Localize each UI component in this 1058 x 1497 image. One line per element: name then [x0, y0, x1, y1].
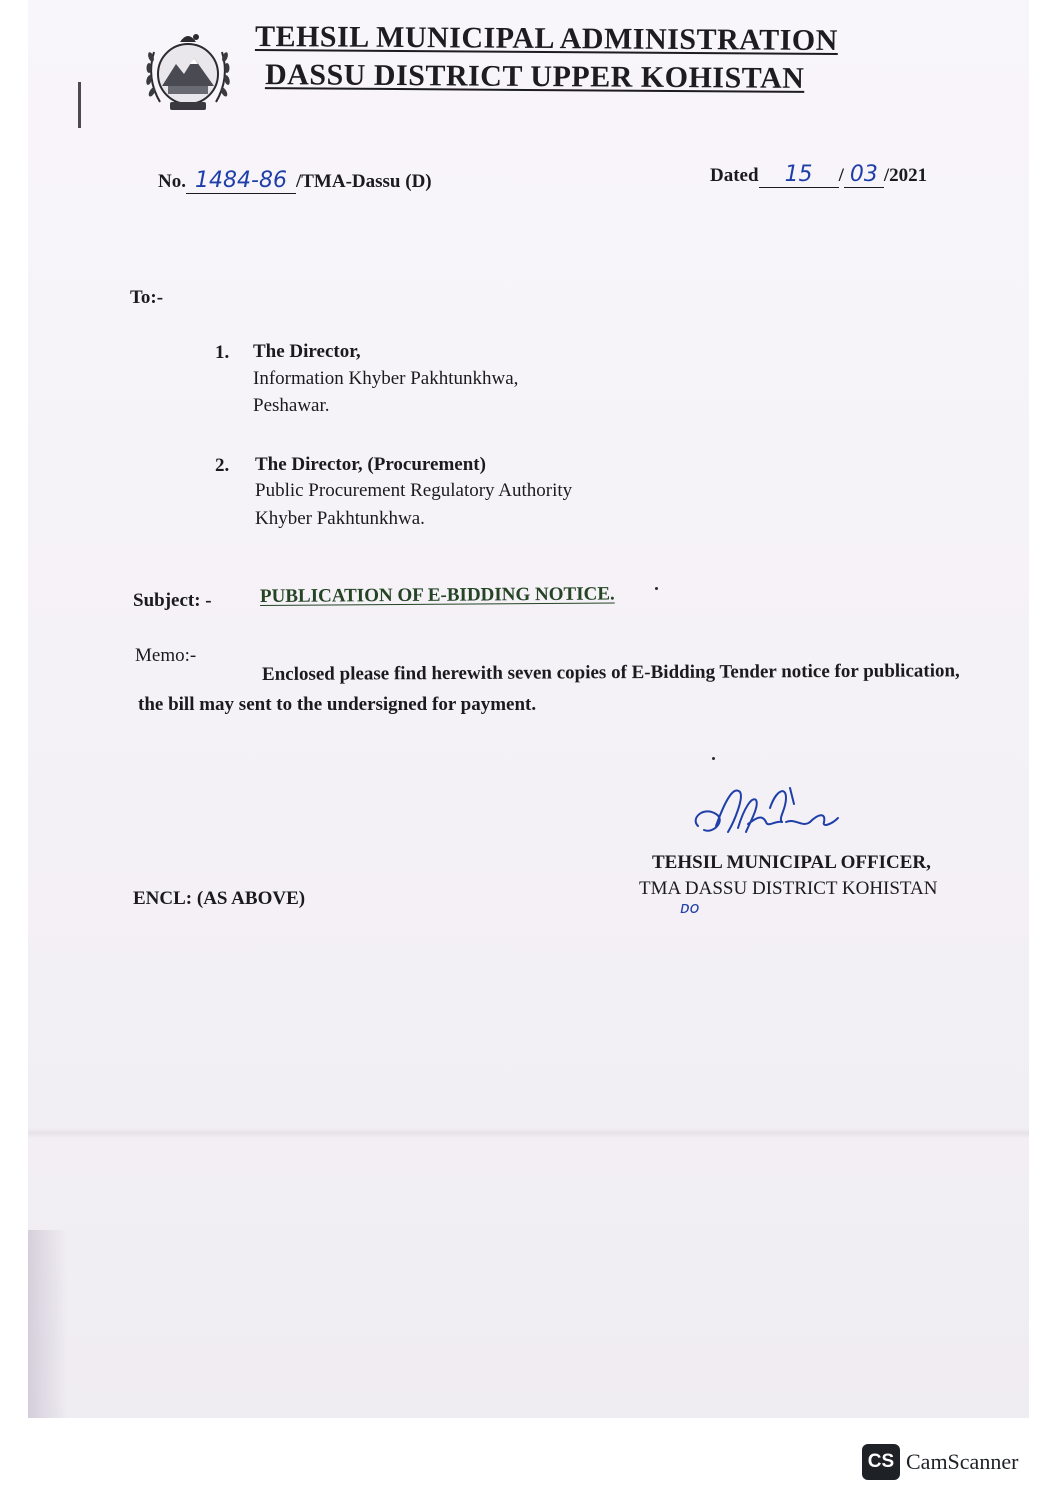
camscanner-logo-icon: CS [862, 1444, 900, 1480]
date-day: 15 [784, 162, 813, 187]
memo-line2: the bill may sent to the undersigned for payment. [138, 694, 537, 715]
recipient-1-number: 1. [215, 342, 230, 363]
recipient-1-line1: The Director, [253, 341, 361, 362]
handwritten-initials: ᴅᴏ [680, 898, 700, 917]
enclosure-note: ENCL: (AS ABOVE) [133, 888, 306, 909]
signatory-title: TEHSIL MUNICIPAL OFFICER, [652, 852, 931, 873]
paper-edge-shadow [28, 1230, 68, 1418]
paper-crease [28, 1128, 1029, 1138]
ink-speck [655, 587, 658, 590]
reference-suffix: /TMA-Dassu (D) [295, 171, 432, 192]
recipient-2-line1: The Director, (Procurement) [255, 454, 486, 475]
recipient-2-number: 2. [215, 455, 230, 476]
margin-mark [78, 82, 81, 128]
header-title-line2: DASSU DISTRICT UPPER KOHISTAN [264, 58, 805, 95]
date-month: 03 [849, 162, 878, 187]
recipient-2-line2: Public Procurement Regulatory Authority [255, 480, 573, 501]
dated-label: Dated [710, 165, 759, 186]
subject-label: Subject: - [133, 590, 212, 611]
dated-field: Dated 15 / 03 /2021 [710, 162, 928, 187]
kp-government-emblem [140, 22, 236, 118]
to-label: To:- [130, 287, 164, 308]
header-title-line1: TEHSIL MUNICIPAL ADMINISTRATION [254, 19, 838, 58]
subject-text: PUBLICATION OF E-BIDDING NOTICE. [259, 583, 615, 607]
recipient-1-line2: Information Khyber Pakhtunkhwa, [253, 368, 519, 389]
memo-line1: Enclosed please find herewith seven copies of E-Bidding Tender notice for publication, [261, 660, 960, 685]
signatory-office: TMA DASSU DISTRICT KOHISTAN [639, 878, 938, 899]
camscanner-name: CamScanner [906, 1449, 1019, 1474]
reference-prefix: No. [158, 171, 186, 192]
recipient-1-line3: Peshawar. [253, 395, 330, 416]
reference-number [158, 168, 432, 194]
camscanner-watermark [862, 1444, 1018, 1480]
ink-speck [712, 757, 715, 760]
memo-label: Memo:- [135, 645, 197, 666]
recipient-2-line3: Khyber Pakhtunkhwa. [255, 508, 425, 529]
date-year: /2021 [883, 165, 928, 186]
reference-handwritten-number: 1484-86 [195, 168, 287, 193]
officer-signature [686, 778, 846, 848]
